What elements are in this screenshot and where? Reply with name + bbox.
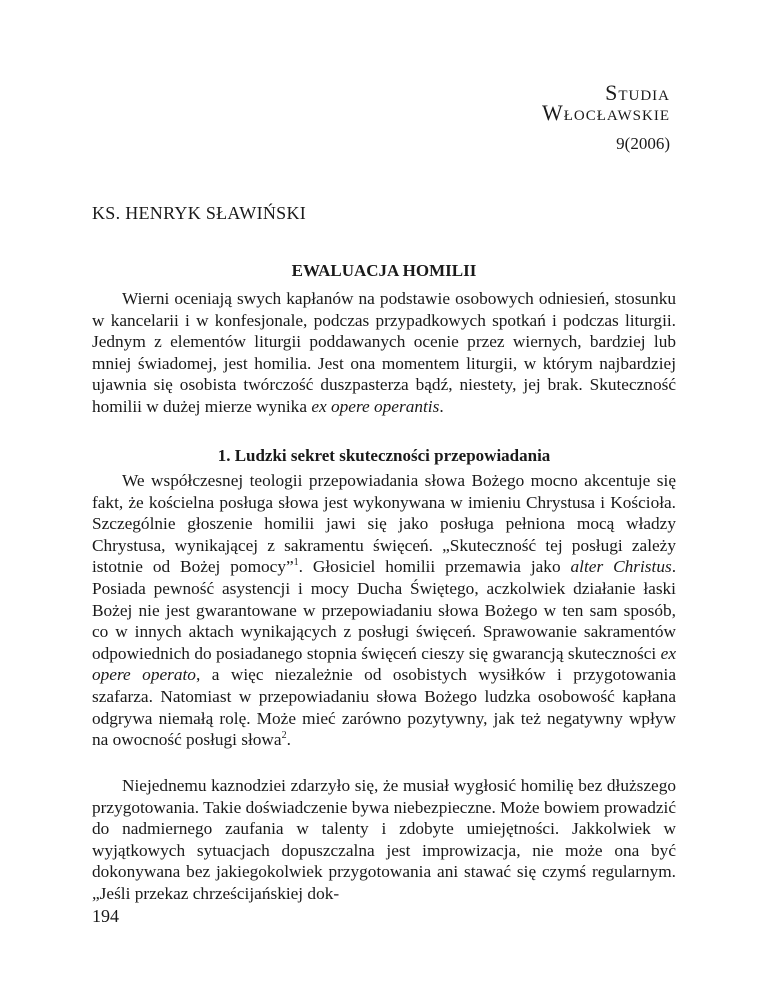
issue-number: 9(2006) [616, 134, 670, 153]
s1-text-b: . Głosiciel homilii przemawia jako [298, 557, 571, 577]
section-paragraph-2 [92, 775, 676, 905]
intro-text-b: . [439, 396, 444, 416]
footnote-ref-1: 1 [293, 557, 299, 569]
intro-text-a: Wierni oceniają swych kapłanów na podstawie osobowych odniesień, stosunku w kancelarii i w konfesjonale, podczas przypadkowych spotkań i podczas liturgii. Jednym z elementów liturgii poddawanych ocenie przez wiernych, bardziej lub mniej świadomej, jest homilia. Jest ona momentem liturgii, w którym najbardziej ujawnia się osobista twórczość duszpasterza bądź, niestety, jej brak. Skuteczność homilii w dużej mierze wynika [92, 289, 676, 416]
s1-text-e: . [286, 730, 291, 750]
article-title: EWALUACJA HOMILII [291, 261, 477, 280]
s1-text-d: , a więc niezależnie od osobistych wysiłków i przygotowania szafarza. Natomiast w przepowiadaniu słowa Bożego ludzka osobowość kapłana odgrywa niemałą rolę. Może mieć zarówno pozytywny, jak też negatywny wpływ na owocność posługi słowa [92, 665, 676, 750]
intro-latin: ex opere operantis [311, 396, 440, 416]
footnote-ref-2: 2 [281, 730, 287, 742]
intro-paragraph [92, 288, 676, 418]
page-number: 194 [92, 906, 119, 926]
logo-line-1: Studia [605, 80, 670, 105]
s1-text-a: We współczesnej teologii przepowiadania słowa Bożego mocno akcentuje się fakt, że kościelna posługa słowa jest wykonywana w imieniu Chrystusa i Kościoła. Szczególnie głoszenie homilii jawi się jako posługa pełniona mocą władzy Chrystusa, wynikającej z sakramentu święceń. „Skuteczność tej posługi zależy istotnie od Bożej pomocy” [92, 471, 676, 577]
logo-line-2: Włocławskie [541, 100, 670, 125]
section-heading: 1. Ludzki sekret skuteczności przepowiadania [217, 446, 551, 465]
s1-latin-1: alter Christus [570, 557, 672, 577]
s2-text: Niejednemu kaznodziei zdarzyło się, że musiał wygłosić homilię bez dłuższego przygotowania. Takie doświadczenie bywa niebezpieczne. Może bowiem prowadzić do nadmiernego zaufania w talenty i zdobyte umiejętności. Jakkolwiek w wyjątkowych sytuacjach dopuszczalna jest improwizacja, nie może ona być dokonywana bez jakiegokolwiek przygotowania ani stawać się czymś regularnym. „Jeśli przekaz chrześcijańskiej dok- [92, 776, 676, 903]
section-paragraph-1 [92, 470, 676, 751]
s1-text-c: . Posiada pewność asystencji i mocy Ducha Świętego, aczkolwiek działanie łaski Bożej nie jest gwarantowane w przepowiadaniu słowa Bożego w ten sam sposób, co w innych aktach wynikających z posługi święceń. Sprawowanie sakramentów odpowiednich do posiadanego stopnia święceń cieszy się gwarancją skuteczności [92, 557, 677, 663]
journal-logo [542, 82, 670, 124]
author-name: KS. HENRYK SŁAWIŃSKI [92, 203, 307, 223]
s1-latin-2: ex opere operato [92, 643, 676, 685]
